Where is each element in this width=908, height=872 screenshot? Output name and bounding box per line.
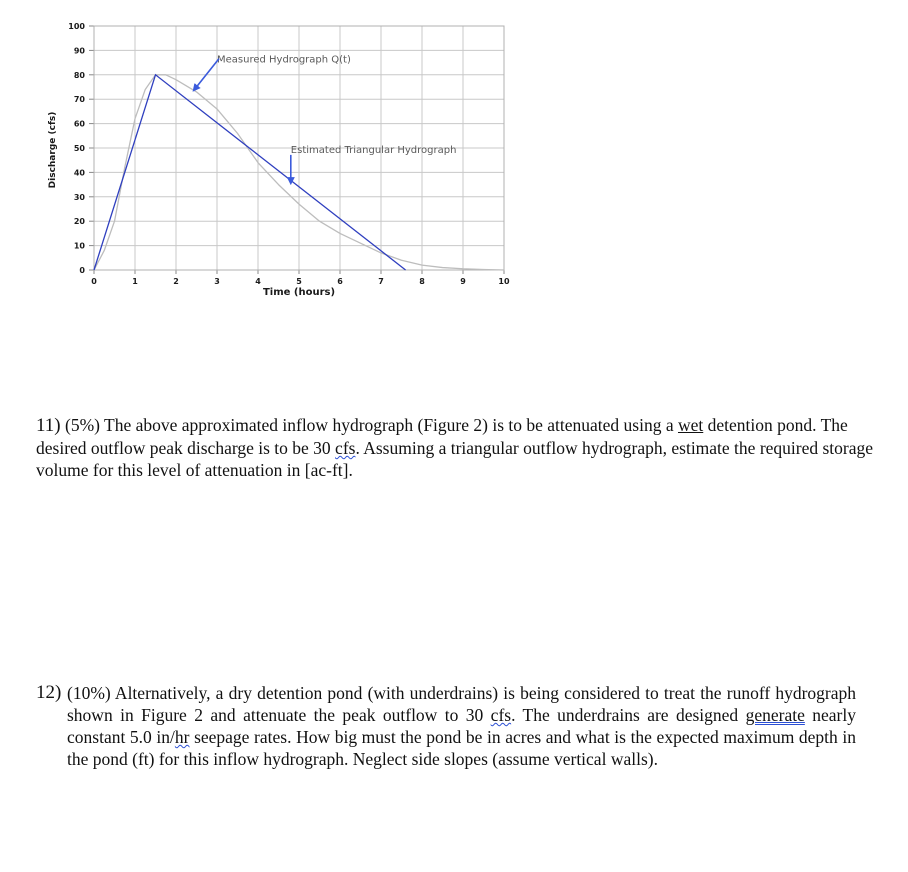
question-12-cfs: cfs — [490, 705, 512, 725]
x-tick-label: 9 — [460, 277, 466, 286]
y-tick-label: 10 — [73, 241, 85, 251]
annotation-label: Measured Hydrograph Q(t) — [217, 54, 351, 66]
chart-annotations — [194, 55, 456, 183]
x-tick-label: 0 — [91, 277, 97, 286]
question-12-body — [67, 682, 856, 770]
question-12-hr: hr — [174, 727, 190, 747]
x-tick-label: 7 — [378, 277, 384, 286]
x-tick-label: 8 — [419, 277, 425, 286]
question-12-text-c: nearly constant 5.0 in/ — [67, 705, 856, 747]
x-tick-label: 4 — [255, 277, 261, 286]
x-axis-label: Time (hours) — [262, 287, 336, 298]
y-tick-label: 40 — [73, 168, 85, 178]
annotation-label: Estimated Triangular Hydrograph — [290, 144, 457, 156]
question-11-text-b: detention pond. The desired outflow peak discharge is to be 30 — [36, 415, 848, 458]
y-tick-label: 100 — [68, 22, 85, 31]
question-11-text-c: . Assuming a triangular outflow hydrograph, estimate the required storage volume for this level of attenuation in [ac-ft]. — [36, 438, 874, 480]
question-12-text-d: seepage rates. How big must the pond be in acres and what is the expected maximum depth in the pond (ft) for this inflow hydrograph. Neglect side slopes (assume vertical walls). — [67, 727, 857, 769]
y-axis-ticks — [68, 22, 85, 275]
y-axis-label: Discharge (cfs) — [48, 111, 58, 189]
x-tick-label: 5 — [296, 277, 302, 286]
y-tick-label: 80 — [73, 70, 85, 80]
y-tick-label: 30 — [73, 192, 85, 202]
question-12-text-b: . The underdrains are designed — [511, 705, 746, 725]
y-tick-label: 60 — [73, 119, 85, 129]
y-tick-label: 70 — [73, 95, 85, 105]
x-tick-label: 6 — [337, 277, 343, 286]
hydrograph-chart — [0, 0, 908, 320]
x-tick-label: 3 — [214, 277, 220, 286]
question-11-cfs: cfs — [335, 438, 356, 458]
question-11-number: 11) — [36, 415, 61, 436]
question-12-generate: generate — [745, 705, 805, 725]
y-tick-label: 0 — [79, 266, 85, 275]
x-axis-ticks — [91, 277, 510, 286]
x-tick-label: 10 — [498, 277, 510, 286]
question-11-wet: wet — [677, 415, 704, 435]
x-tick-label: 1 — [132, 277, 138, 286]
x-tick-label: 2 — [173, 277, 179, 286]
y-tick-label: 20 — [73, 217, 85, 227]
y-tick-label: 50 — [73, 144, 85, 153]
question-12-number: 12) — [36, 682, 62, 703]
question-12 — [36, 682, 856, 770]
y-tick-label: 90 — [73, 46, 85, 56]
annotation-arrow — [194, 59, 219, 90]
question-11-text-a: (5%) The above approximated inflow hydrograph (Figure 2) is to be attenuated using a — [60, 415, 678, 435]
question-11 — [36, 414, 876, 481]
question-12-text-a: (10%) Alternatively, a dry detention pond (with underdrains) is being considered to treat the runoff hydrograph shown in Figure 2 and attenuate the peak outflow to 30 — [67, 683, 856, 725]
